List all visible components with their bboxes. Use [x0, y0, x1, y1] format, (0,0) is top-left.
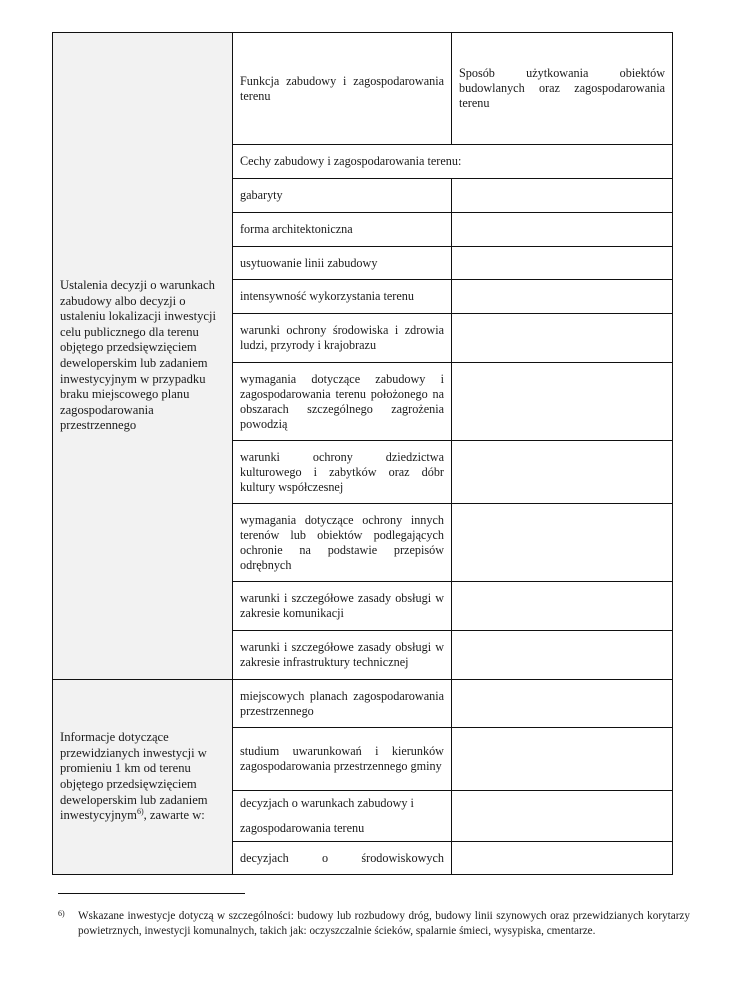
criterion-label: warunki ochrony dziedzictwa kulturowego i zabytków oraz dóbr kultury współczesnej [233, 441, 452, 504]
criterion-label: gabaryty [233, 179, 452, 213]
criterion-value-field[interactable] [452, 791, 673, 842]
table-row [53, 680, 673, 728]
criterion-label: studium uwarunkowań i kierunków zagospodarowania przestrzennego gminy [233, 728, 452, 791]
form-table [52, 32, 673, 875]
criterion-value-field[interactable] [452, 631, 673, 680]
criterion-value-field[interactable] [452, 280, 673, 314]
criterion-value-field[interactable] [452, 582, 673, 631]
criterion-value-field[interactable] [452, 504, 673, 582]
footnote-separator [58, 893, 245, 894]
criterion-label-line: decyzjach o warunkach zabudowy i [240, 796, 414, 810]
criterion-label: miejscowych planach zagospodarowania przestrzennego [233, 680, 452, 728]
criterion-value-field[interactable] [452, 314, 673, 363]
criterion-label: wymagania dotyczące zabudowy i zagospodarowania terenu położonego na obszarach szczególnego zagrożenia powodzią [233, 363, 452, 441]
footnote-text: Wskazane inwestycje dotyczą w szczególności: budowy lub rozbudowy dróg, budowy linii szynowych oraz przewidzianych korytarzy powietrznych, inwestycji komunalnych, takich jak: oczyszczalnie ścieków, spalarnie śmieci, wysypiska, cmentarze. [78, 910, 690, 937]
criterion-value-field[interactable] [452, 441, 673, 504]
section-label-planned-investments [53, 680, 233, 875]
criterion-label: wymagania dotyczące ochrony innych terenów lub obiektów podlegających ochronie na podstawie przepisów odrębnych [233, 504, 452, 582]
criterion-label: forma architektoniczna [233, 213, 452, 247]
section-label-suffix: , zawarte w: [143, 808, 205, 823]
footnote-mark: 6) [58, 909, 65, 918]
criterion-label: warunki i szczegółowe zasady obsługi w zakresie komunikacji [233, 582, 452, 631]
footnote-reference[interactable]: 6) [136, 807, 144, 816]
criterion-value-field[interactable] [452, 247, 673, 280]
section-label-zoning-decision: Ustalenia decyzji o warunkach zabudowy albo decyzji o ustaleniu lokalizacji inwestycji celu publicznego dla terenu objętego przedsięwzięciem deweloperskim lub zadaniem inwestycyjnym w przypadku braku miejscowego planu zagospodarowania przestrzennego [53, 33, 233, 680]
criterion-label: warunki i szczegółowe zasady obsługi w zakresie infrastruktury technicznej [233, 631, 452, 680]
criterion-value-field[interactable] [452, 213, 673, 247]
criterion-label [233, 791, 452, 842]
header-usage-cell: Sposób użytkowania obiektów budowlanych oraz zagospodarowania terenu [452, 33, 673, 145]
criterion-label: intensywność wykorzystania terenu [233, 280, 452, 314]
header-function-cell: Funkcja zabudowy i zagospodarowania terenu [233, 33, 452, 145]
table-row [53, 33, 673, 145]
criterion-value-field[interactable] [452, 842, 673, 875]
subheader-features-cell: Cechy zabudowy i zagospodarowania terenu: [233, 145, 673, 179]
section-label-text: Informacje dotyczące przewidzianych inwestycji w promieniu 1 km od terenu objętego przedsięwzięciem deweloperskim lub zadaniem inwestycyjnym [60, 730, 208, 823]
criterion-value-field[interactable] [452, 728, 673, 791]
criterion-value-field[interactable] [452, 363, 673, 441]
criterion-value-field[interactable] [452, 179, 673, 213]
criterion-label-line: zagospodarowania terenu [240, 821, 365, 835]
footnote [58, 909, 690, 939]
criterion-label: usytuowanie linii zabudowy [233, 247, 452, 280]
criterion-label: warunki ochrony środowiska i zdrowia ludzi, przyrody i krajobrazu [233, 314, 452, 363]
criterion-label: decyzjach o środowiskowych [233, 842, 452, 875]
criterion-value-field[interactable] [452, 680, 673, 728]
